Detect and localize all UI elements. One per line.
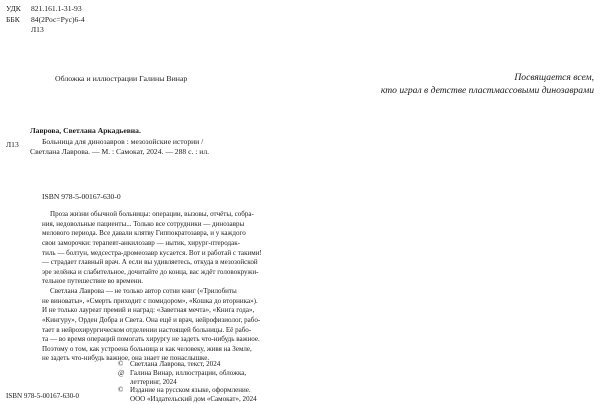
abstract-line: Проза жизни обычной больницы: операции, вызовы, отчёты, собра- bbox=[50, 210, 254, 218]
abstract-line: эре зелёнка и слабительное, дочитайте до конца, вас ждёт головокружи- bbox=[42, 267, 259, 276]
abstract-line: «Кингуру», Орден Добра и Света. Она ещё и врач, нейрофизиолог, рабо- bbox=[42, 315, 261, 324]
dedication-line-2: кто играл в детстве пластмассовыми динозаврами bbox=[380, 84, 594, 96]
copyright-illustrations bbox=[118, 369, 257, 378]
copyright-symbol: © bbox=[118, 360, 124, 368]
copyright-block bbox=[118, 360, 257, 404]
abstract-line: И не только лауреат премий и наград: «Заветная мечта», «Книга года», bbox=[42, 306, 255, 315]
bibliographic-record bbox=[30, 126, 270, 158]
abstract-line: не виноваты», «Смерть приходит с помидором», «Кошка до вторника»). bbox=[42, 296, 258, 305]
udk-row bbox=[6, 4, 85, 15]
bbk-key: ББК bbox=[6, 14, 20, 24]
author-mark: Л13 bbox=[31, 25, 44, 35]
abstract-line: свои заморочки: терапевт-анкилозавр — нытик, хирург-птеродак- bbox=[42, 238, 241, 247]
abstract-line: Светлана Лаврова — не только автор сотни книг («Трилобиты bbox=[50, 287, 237, 295]
isbn-center: ISBN 978-5-00167-630-0 bbox=[42, 192, 121, 201]
copyright-symbol: @ bbox=[118, 368, 125, 377]
bib-author: Лаврова, Светлана Аркадьевна. bbox=[30, 126, 141, 135]
bib-imprint-line: Светлана Лаврова. — М. : Самокат, 2024. — 288 с. : ил. bbox=[30, 147, 210, 157]
abstract-line: — страдает главный врач. А если вы удивляетесь, откуда в мезозойской bbox=[42, 258, 258, 267]
copyright-line: Издание на русском языке, оформление. bbox=[130, 386, 251, 395]
udk-value: 821.161.1-31-93 bbox=[31, 4, 82, 13]
cover-credit: Обложка и иллюстрации Галины Винар bbox=[55, 74, 188, 83]
abstract-line: тает в нейрохирургическом отделении настоящей больницы. Её рабо- bbox=[42, 325, 252, 334]
copyright-edition bbox=[118, 386, 257, 395]
dedication-line-1: Посвящается всем, bbox=[514, 72, 594, 83]
author-mark-left: Л13 bbox=[6, 140, 19, 149]
copyright-text bbox=[118, 360, 257, 369]
copyright-symbol: © bbox=[118, 386, 124, 395]
abstract bbox=[42, 210, 266, 364]
copyright-line: Светлана Лаврова, текст, 2024 bbox=[130, 360, 221, 368]
copyright-line: ООО «Издательский дом «Самокат», 2024 bbox=[130, 395, 257, 404]
abstract-line: тиль — болтун, медсестра-дромеозавр кусается. Вот и работай с такими! bbox=[42, 248, 262, 257]
copyright-line: леттеринг, 2024 bbox=[130, 377, 177, 386]
abstract-line: мелового периода. Все давали клятву Гиппократозавра, и у каждого bbox=[42, 229, 246, 238]
bib-title-line: Больница для динозавров : мезозойские истории / bbox=[42, 136, 204, 146]
abstract-line: та — во время операций помогать хирургу не задеть что-нибудь важное. bbox=[42, 335, 260, 344]
isbn-bottom: ISBN 978-5-00167-630-0 bbox=[6, 392, 80, 400]
dedication bbox=[381, 72, 594, 97]
classification-block bbox=[6, 4, 85, 36]
abstract-line: Поэтому о том, как устроена больница и как человеку, живя на Земле, bbox=[42, 344, 252, 353]
udk-key: УДК bbox=[6, 4, 21, 13]
bbk-row bbox=[6, 15, 85, 26]
bbk-value: 84(2Рос=Рус)6-4 bbox=[31, 14, 85, 24]
author-mark-row bbox=[6, 25, 85, 36]
abstract-line: ния, недовольные пациенты... Только все сотрудники — динозавры bbox=[42, 219, 245, 228]
abstract-line: тельное путешествие во времени. bbox=[42, 277, 144, 286]
copyright-line: Галина Винар, иллюстрации, обложка, bbox=[130, 368, 247, 377]
abstract-line: не задеть что-нибудь важное, она знает не понаслышке. bbox=[42, 354, 210, 363]
